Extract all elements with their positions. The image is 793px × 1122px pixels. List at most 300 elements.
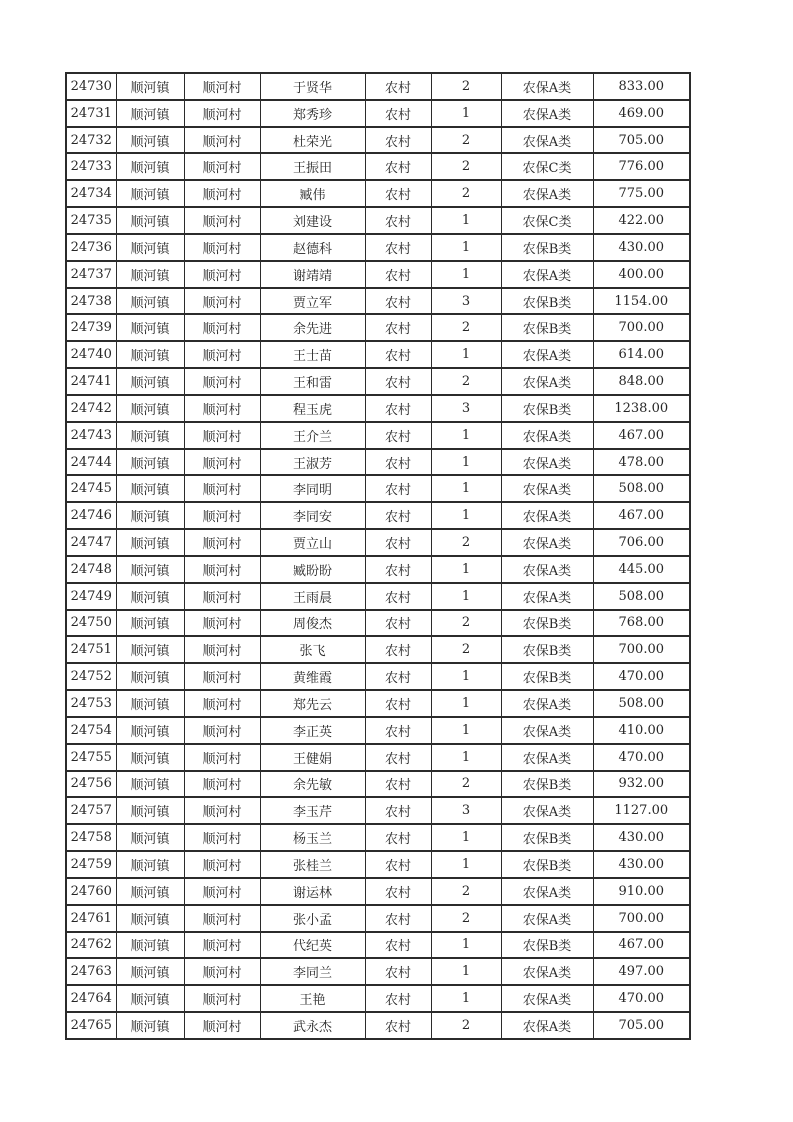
cell-person-count: 1	[431, 475, 501, 502]
cell-town: 顺河镇	[116, 610, 184, 637]
cell-village: 顺河村	[184, 368, 260, 395]
cell-id: 24759	[66, 851, 116, 878]
cell-residence-type: 农村	[365, 395, 431, 422]
cell-insurance-category: 农保A类	[501, 529, 593, 556]
cell-person-count: 2	[431, 771, 501, 798]
table-body	[66, 73, 690, 1039]
cell-town: 顺河镇	[116, 475, 184, 502]
cell-person-count: 2	[431, 610, 501, 637]
cell-residence-type: 农村	[365, 958, 431, 985]
cell-town: 顺河镇	[116, 100, 184, 127]
cell-town: 顺河镇	[116, 851, 184, 878]
cell-person-name: 黄维霞	[260, 663, 365, 690]
cell-amount: 614.00	[593, 341, 690, 368]
cell-town: 顺河镇	[116, 932, 184, 959]
cell-person-name: 余先敏	[260, 771, 365, 798]
cell-residence-type: 农村	[365, 73, 431, 100]
cell-person-name: 赵德科	[260, 234, 365, 261]
cell-amount: 422.00	[593, 207, 690, 234]
cell-id: 24735	[66, 207, 116, 234]
cell-insurance-category: 农保A类	[501, 1012, 593, 1039]
cell-insurance-category: 农保B类	[501, 610, 593, 637]
cell-residence-type: 农村	[365, 636, 431, 663]
cell-amount: 470.00	[593, 985, 690, 1012]
cell-amount: 1154.00	[593, 288, 690, 315]
cell-amount: 508.00	[593, 583, 690, 610]
table-row	[66, 744, 690, 771]
table-row	[66, 180, 690, 207]
cell-amount: 467.00	[593, 422, 690, 449]
cell-town: 顺河镇	[116, 556, 184, 583]
cell-person-name: 李同明	[260, 475, 365, 502]
cell-residence-type: 农村	[365, 529, 431, 556]
table-row	[66, 905, 690, 932]
cell-town: 顺河镇	[116, 583, 184, 610]
cell-amount: 1238.00	[593, 395, 690, 422]
cell-insurance-category: 农保A类	[501, 475, 593, 502]
cell-person-count: 1	[431, 717, 501, 744]
cell-person-name: 王健娟	[260, 744, 365, 771]
cell-person-count: 2	[431, 127, 501, 154]
cell-id: 24755	[66, 744, 116, 771]
cell-person-name: 臧伟	[260, 180, 365, 207]
cell-residence-type: 农村	[365, 878, 431, 905]
cell-village: 顺河村	[184, 610, 260, 637]
table-row	[66, 878, 690, 905]
cell-id: 24763	[66, 958, 116, 985]
cell-person-count: 2	[431, 636, 501, 663]
cell-town: 顺河镇	[116, 744, 184, 771]
cell-town: 顺河镇	[116, 207, 184, 234]
cell-insurance-category: 农保B类	[501, 234, 593, 261]
table-row	[66, 207, 690, 234]
cell-town: 顺河镇	[116, 824, 184, 851]
cell-amount: 497.00	[593, 958, 690, 985]
cell-person-name: 贾立山	[260, 529, 365, 556]
cell-id: 24760	[66, 878, 116, 905]
cell-amount: 705.00	[593, 1012, 690, 1039]
cell-town: 顺河镇	[116, 368, 184, 395]
cell-amount: 470.00	[593, 744, 690, 771]
cell-amount: 700.00	[593, 314, 690, 341]
cell-village: 顺河村	[184, 475, 260, 502]
cell-village: 顺河村	[184, 207, 260, 234]
cell-village: 顺河村	[184, 556, 260, 583]
cell-id: 24744	[66, 449, 116, 476]
cell-insurance-category: 农保B类	[501, 314, 593, 341]
cell-town: 顺河镇	[116, 341, 184, 368]
cell-town: 顺河镇	[116, 180, 184, 207]
pension-record-table	[65, 72, 691, 1040]
cell-person-name: 张桂兰	[260, 851, 365, 878]
cell-person-count: 3	[431, 288, 501, 315]
cell-person-count: 1	[431, 261, 501, 288]
cell-town: 顺河镇	[116, 422, 184, 449]
cell-id: 24754	[66, 717, 116, 744]
cell-insurance-category: 农保B类	[501, 824, 593, 851]
cell-person-name: 王振田	[260, 153, 365, 180]
cell-residence-type: 农村	[365, 690, 431, 717]
cell-town: 顺河镇	[116, 905, 184, 932]
cell-person-count: 1	[431, 341, 501, 368]
table-row	[66, 636, 690, 663]
cell-village: 顺河村	[184, 663, 260, 690]
cell-town: 顺河镇	[116, 314, 184, 341]
cell-amount: 700.00	[593, 636, 690, 663]
cell-residence-type: 农村	[365, 100, 431, 127]
cell-id: 24765	[66, 1012, 116, 1039]
cell-insurance-category: 农保A类	[501, 878, 593, 905]
cell-person-count: 1	[431, 824, 501, 851]
cell-residence-type: 农村	[365, 368, 431, 395]
cell-residence-type: 农村	[365, 1012, 431, 1039]
cell-person-count: 1	[431, 932, 501, 959]
cell-village: 顺河村	[184, 771, 260, 798]
cell-insurance-category: 农保A类	[501, 556, 593, 583]
cell-id: 24749	[66, 583, 116, 610]
cell-insurance-category: 农保A类	[501, 958, 593, 985]
cell-village: 顺河村	[184, 288, 260, 315]
cell-town: 顺河镇	[116, 288, 184, 315]
table-row	[66, 475, 690, 502]
cell-town: 顺河镇	[116, 636, 184, 663]
table-row	[66, 529, 690, 556]
cell-village: 顺河村	[184, 314, 260, 341]
table-row	[66, 341, 690, 368]
cell-amount: 700.00	[593, 905, 690, 932]
cell-residence-type: 农村	[365, 771, 431, 798]
cell-person-name: 余先进	[260, 314, 365, 341]
cell-amount: 508.00	[593, 690, 690, 717]
cell-person-count: 2	[431, 368, 501, 395]
table-row	[66, 958, 690, 985]
cell-amount: 775.00	[593, 180, 690, 207]
cell-residence-type: 农村	[365, 422, 431, 449]
cell-person-count: 1	[431, 744, 501, 771]
cell-town: 顺河镇	[116, 153, 184, 180]
cell-town: 顺河镇	[116, 1012, 184, 1039]
cell-id: 24757	[66, 797, 116, 824]
cell-village: 顺河村	[184, 395, 260, 422]
cell-person-name: 李正英	[260, 717, 365, 744]
cell-village: 顺河村	[184, 717, 260, 744]
cell-residence-type: 农村	[365, 985, 431, 1012]
cell-amount: 508.00	[593, 475, 690, 502]
cell-id: 24747	[66, 529, 116, 556]
cell-person-name: 张小孟	[260, 905, 365, 932]
cell-person-name: 武永杰	[260, 1012, 365, 1039]
cell-town: 顺河镇	[116, 529, 184, 556]
cell-village: 顺河村	[184, 180, 260, 207]
table-row	[66, 234, 690, 261]
cell-id: 24758	[66, 824, 116, 851]
cell-id: 24730	[66, 73, 116, 100]
cell-person-name: 周俊杰	[260, 610, 365, 637]
cell-town: 顺河镇	[116, 73, 184, 100]
cell-insurance-category: 农保A类	[501, 180, 593, 207]
cell-insurance-category: 农保A类	[501, 985, 593, 1012]
cell-amount: 768.00	[593, 610, 690, 637]
cell-village: 顺河村	[184, 824, 260, 851]
cell-id: 24746	[66, 502, 116, 529]
cell-insurance-category: 农保A类	[501, 905, 593, 932]
cell-village: 顺河村	[184, 100, 260, 127]
cell-residence-type: 农村	[365, 261, 431, 288]
cell-id: 24731	[66, 100, 116, 127]
cell-insurance-category: 农保A类	[501, 583, 593, 610]
cell-amount: 400.00	[593, 261, 690, 288]
cell-residence-type: 农村	[365, 905, 431, 932]
cell-residence-type: 农村	[365, 127, 431, 154]
cell-amount: 410.00	[593, 717, 690, 744]
cell-amount: 467.00	[593, 932, 690, 959]
cell-id: 24756	[66, 771, 116, 798]
cell-insurance-category: 农保A类	[501, 744, 593, 771]
cell-person-name: 王雨晨	[260, 583, 365, 610]
cell-person-name: 贾立军	[260, 288, 365, 315]
cell-residence-type: 农村	[365, 449, 431, 476]
cell-town: 顺河镇	[116, 985, 184, 1012]
cell-insurance-category: 农保A类	[501, 368, 593, 395]
cell-residence-type: 农村	[365, 556, 431, 583]
cell-person-count: 2	[431, 905, 501, 932]
cell-residence-type: 农村	[365, 797, 431, 824]
cell-amount: 932.00	[593, 771, 690, 798]
cell-amount: 705.00	[593, 127, 690, 154]
cell-person-count: 1	[431, 985, 501, 1012]
cell-person-name: 刘建设	[260, 207, 365, 234]
cell-id: 24750	[66, 610, 116, 637]
cell-person-count: 2	[431, 529, 501, 556]
cell-id: 24741	[66, 368, 116, 395]
cell-village: 顺河村	[184, 744, 260, 771]
cell-person-name: 于贤华	[260, 73, 365, 100]
cell-insurance-category: 农保A类	[501, 717, 593, 744]
cell-id: 24738	[66, 288, 116, 315]
table-row	[66, 261, 690, 288]
cell-person-name: 谢靖靖	[260, 261, 365, 288]
cell-insurance-category: 农保B类	[501, 771, 593, 798]
cell-insurance-category: 农保B类	[501, 932, 593, 959]
cell-village: 顺河村	[184, 1012, 260, 1039]
table-row	[66, 824, 690, 851]
table-row	[66, 153, 690, 180]
cell-person-count: 1	[431, 449, 501, 476]
cell-person-count: 2	[431, 73, 501, 100]
cell-town: 顺河镇	[116, 502, 184, 529]
cell-person-name: 李玉芹	[260, 797, 365, 824]
table-row	[66, 449, 690, 476]
cell-insurance-category: 农保A类	[501, 341, 593, 368]
cell-residence-type: 农村	[365, 583, 431, 610]
cell-person-name: 杨玉兰	[260, 824, 365, 851]
cell-person-name: 代纪英	[260, 932, 365, 959]
cell-person-name: 李同安	[260, 502, 365, 529]
cell-residence-type: 农村	[365, 288, 431, 315]
cell-id: 24739	[66, 314, 116, 341]
cell-id: 24742	[66, 395, 116, 422]
cell-person-name: 王和雷	[260, 368, 365, 395]
cell-person-name: 臧盼盼	[260, 556, 365, 583]
table-row	[66, 663, 690, 690]
cell-residence-type: 农村	[365, 153, 431, 180]
cell-person-count: 1	[431, 100, 501, 127]
table-row	[66, 932, 690, 959]
cell-town: 顺河镇	[116, 127, 184, 154]
cell-id: 24761	[66, 905, 116, 932]
cell-village: 顺河村	[184, 502, 260, 529]
cell-amount: 833.00	[593, 73, 690, 100]
table-row	[66, 314, 690, 341]
cell-person-count: 1	[431, 690, 501, 717]
cell-village: 顺河村	[184, 932, 260, 959]
cell-village: 顺河村	[184, 449, 260, 476]
cell-insurance-category: 农保A类	[501, 127, 593, 154]
cell-village: 顺河村	[184, 341, 260, 368]
cell-person-name: 杜荣光	[260, 127, 365, 154]
cell-person-count: 1	[431, 502, 501, 529]
cell-amount: 430.00	[593, 851, 690, 878]
cell-id: 24745	[66, 475, 116, 502]
cell-person-count: 3	[431, 797, 501, 824]
cell-village: 顺河村	[184, 797, 260, 824]
cell-id: 24740	[66, 341, 116, 368]
cell-town: 顺河镇	[116, 234, 184, 261]
cell-person-count: 1	[431, 851, 501, 878]
cell-insurance-category: 农保B类	[501, 288, 593, 315]
table-row	[66, 610, 690, 637]
cell-village: 顺河村	[184, 905, 260, 932]
cell-person-name: 王士苗	[260, 341, 365, 368]
cell-person-count: 1	[431, 207, 501, 234]
cell-amount: 467.00	[593, 502, 690, 529]
cell-id: 24743	[66, 422, 116, 449]
cell-person-count: 1	[431, 422, 501, 449]
cell-insurance-category: 农保A类	[501, 422, 593, 449]
cell-id: 24762	[66, 932, 116, 959]
cell-village: 顺河村	[184, 153, 260, 180]
cell-person-name: 谢运林	[260, 878, 365, 905]
cell-insurance-category: 农保B类	[501, 851, 593, 878]
cell-person-count: 2	[431, 314, 501, 341]
cell-amount: 445.00	[593, 556, 690, 583]
cell-insurance-category: 农保A类	[501, 100, 593, 127]
cell-residence-type: 农村	[365, 314, 431, 341]
cell-village: 顺河村	[184, 422, 260, 449]
cell-village: 顺河村	[184, 529, 260, 556]
table-row	[66, 395, 690, 422]
cell-insurance-category: 农保A类	[501, 502, 593, 529]
cell-insurance-category: 农保A类	[501, 690, 593, 717]
cell-village: 顺河村	[184, 583, 260, 610]
cell-village: 顺河村	[184, 690, 260, 717]
table-row	[66, 797, 690, 824]
cell-id: 24748	[66, 556, 116, 583]
cell-id: 24734	[66, 180, 116, 207]
cell-insurance-category: 农保C类	[501, 153, 593, 180]
cell-person-name: 郑秀珍	[260, 100, 365, 127]
cell-id: 24737	[66, 261, 116, 288]
cell-person-name: 郑先云	[260, 690, 365, 717]
cell-insurance-category: 农保A类	[501, 261, 593, 288]
table-row	[66, 556, 690, 583]
cell-id: 24751	[66, 636, 116, 663]
table-row	[66, 985, 690, 1012]
cell-person-name: 王淑芳	[260, 449, 365, 476]
cell-insurance-category: 农保A类	[501, 797, 593, 824]
cell-town: 顺河镇	[116, 663, 184, 690]
cell-town: 顺河镇	[116, 690, 184, 717]
cell-person-name: 李同兰	[260, 958, 365, 985]
cell-residence-type: 农村	[365, 610, 431, 637]
cell-town: 顺河镇	[116, 878, 184, 905]
cell-town: 顺河镇	[116, 958, 184, 985]
cell-id: 24732	[66, 127, 116, 154]
cell-amount: 430.00	[593, 234, 690, 261]
cell-village: 顺河村	[184, 851, 260, 878]
cell-town: 顺河镇	[116, 717, 184, 744]
cell-village: 顺河村	[184, 234, 260, 261]
cell-person-count: 1	[431, 958, 501, 985]
cell-town: 顺河镇	[116, 771, 184, 798]
table-row	[66, 368, 690, 395]
cell-village: 顺河村	[184, 985, 260, 1012]
cell-amount: 470.00	[593, 663, 690, 690]
cell-person-name: 王介兰	[260, 422, 365, 449]
cell-residence-type: 农村	[365, 663, 431, 690]
cell-person-count: 2	[431, 1012, 501, 1039]
table-row	[66, 717, 690, 744]
cell-person-count: 2	[431, 878, 501, 905]
cell-village: 顺河村	[184, 261, 260, 288]
cell-town: 顺河镇	[116, 261, 184, 288]
cell-person-count: 1	[431, 556, 501, 583]
cell-insurance-category: 农保C类	[501, 207, 593, 234]
cell-insurance-category: 农保A类	[501, 73, 593, 100]
cell-village: 顺河村	[184, 636, 260, 663]
table-row	[66, 851, 690, 878]
table-row	[66, 690, 690, 717]
cell-id: 24753	[66, 690, 116, 717]
cell-residence-type: 农村	[365, 744, 431, 771]
cell-person-count: 1	[431, 583, 501, 610]
cell-residence-type: 农村	[365, 234, 431, 261]
cell-id: 24764	[66, 985, 116, 1012]
cell-amount: 776.00	[593, 153, 690, 180]
cell-insurance-category: 农保A类	[501, 449, 593, 476]
table-row	[66, 288, 690, 315]
cell-person-count: 2	[431, 153, 501, 180]
cell-amount: 1127.00	[593, 797, 690, 824]
cell-insurance-category: 农保B类	[501, 663, 593, 690]
cell-id: 24752	[66, 663, 116, 690]
cell-residence-type: 农村	[365, 717, 431, 744]
cell-residence-type: 农村	[365, 207, 431, 234]
cell-insurance-category: 农保B类	[501, 395, 593, 422]
cell-village: 顺河村	[184, 878, 260, 905]
cell-residence-type: 农村	[365, 502, 431, 529]
cell-amount: 469.00	[593, 100, 690, 127]
cell-person-count: 1	[431, 234, 501, 261]
table-row	[66, 1012, 690, 1039]
cell-amount: 910.00	[593, 878, 690, 905]
cell-person-name: 王艳	[260, 985, 365, 1012]
cell-residence-type: 农村	[365, 475, 431, 502]
table-row	[66, 583, 690, 610]
cell-residence-type: 农村	[365, 851, 431, 878]
cell-town: 顺河镇	[116, 395, 184, 422]
table-row	[66, 771, 690, 798]
